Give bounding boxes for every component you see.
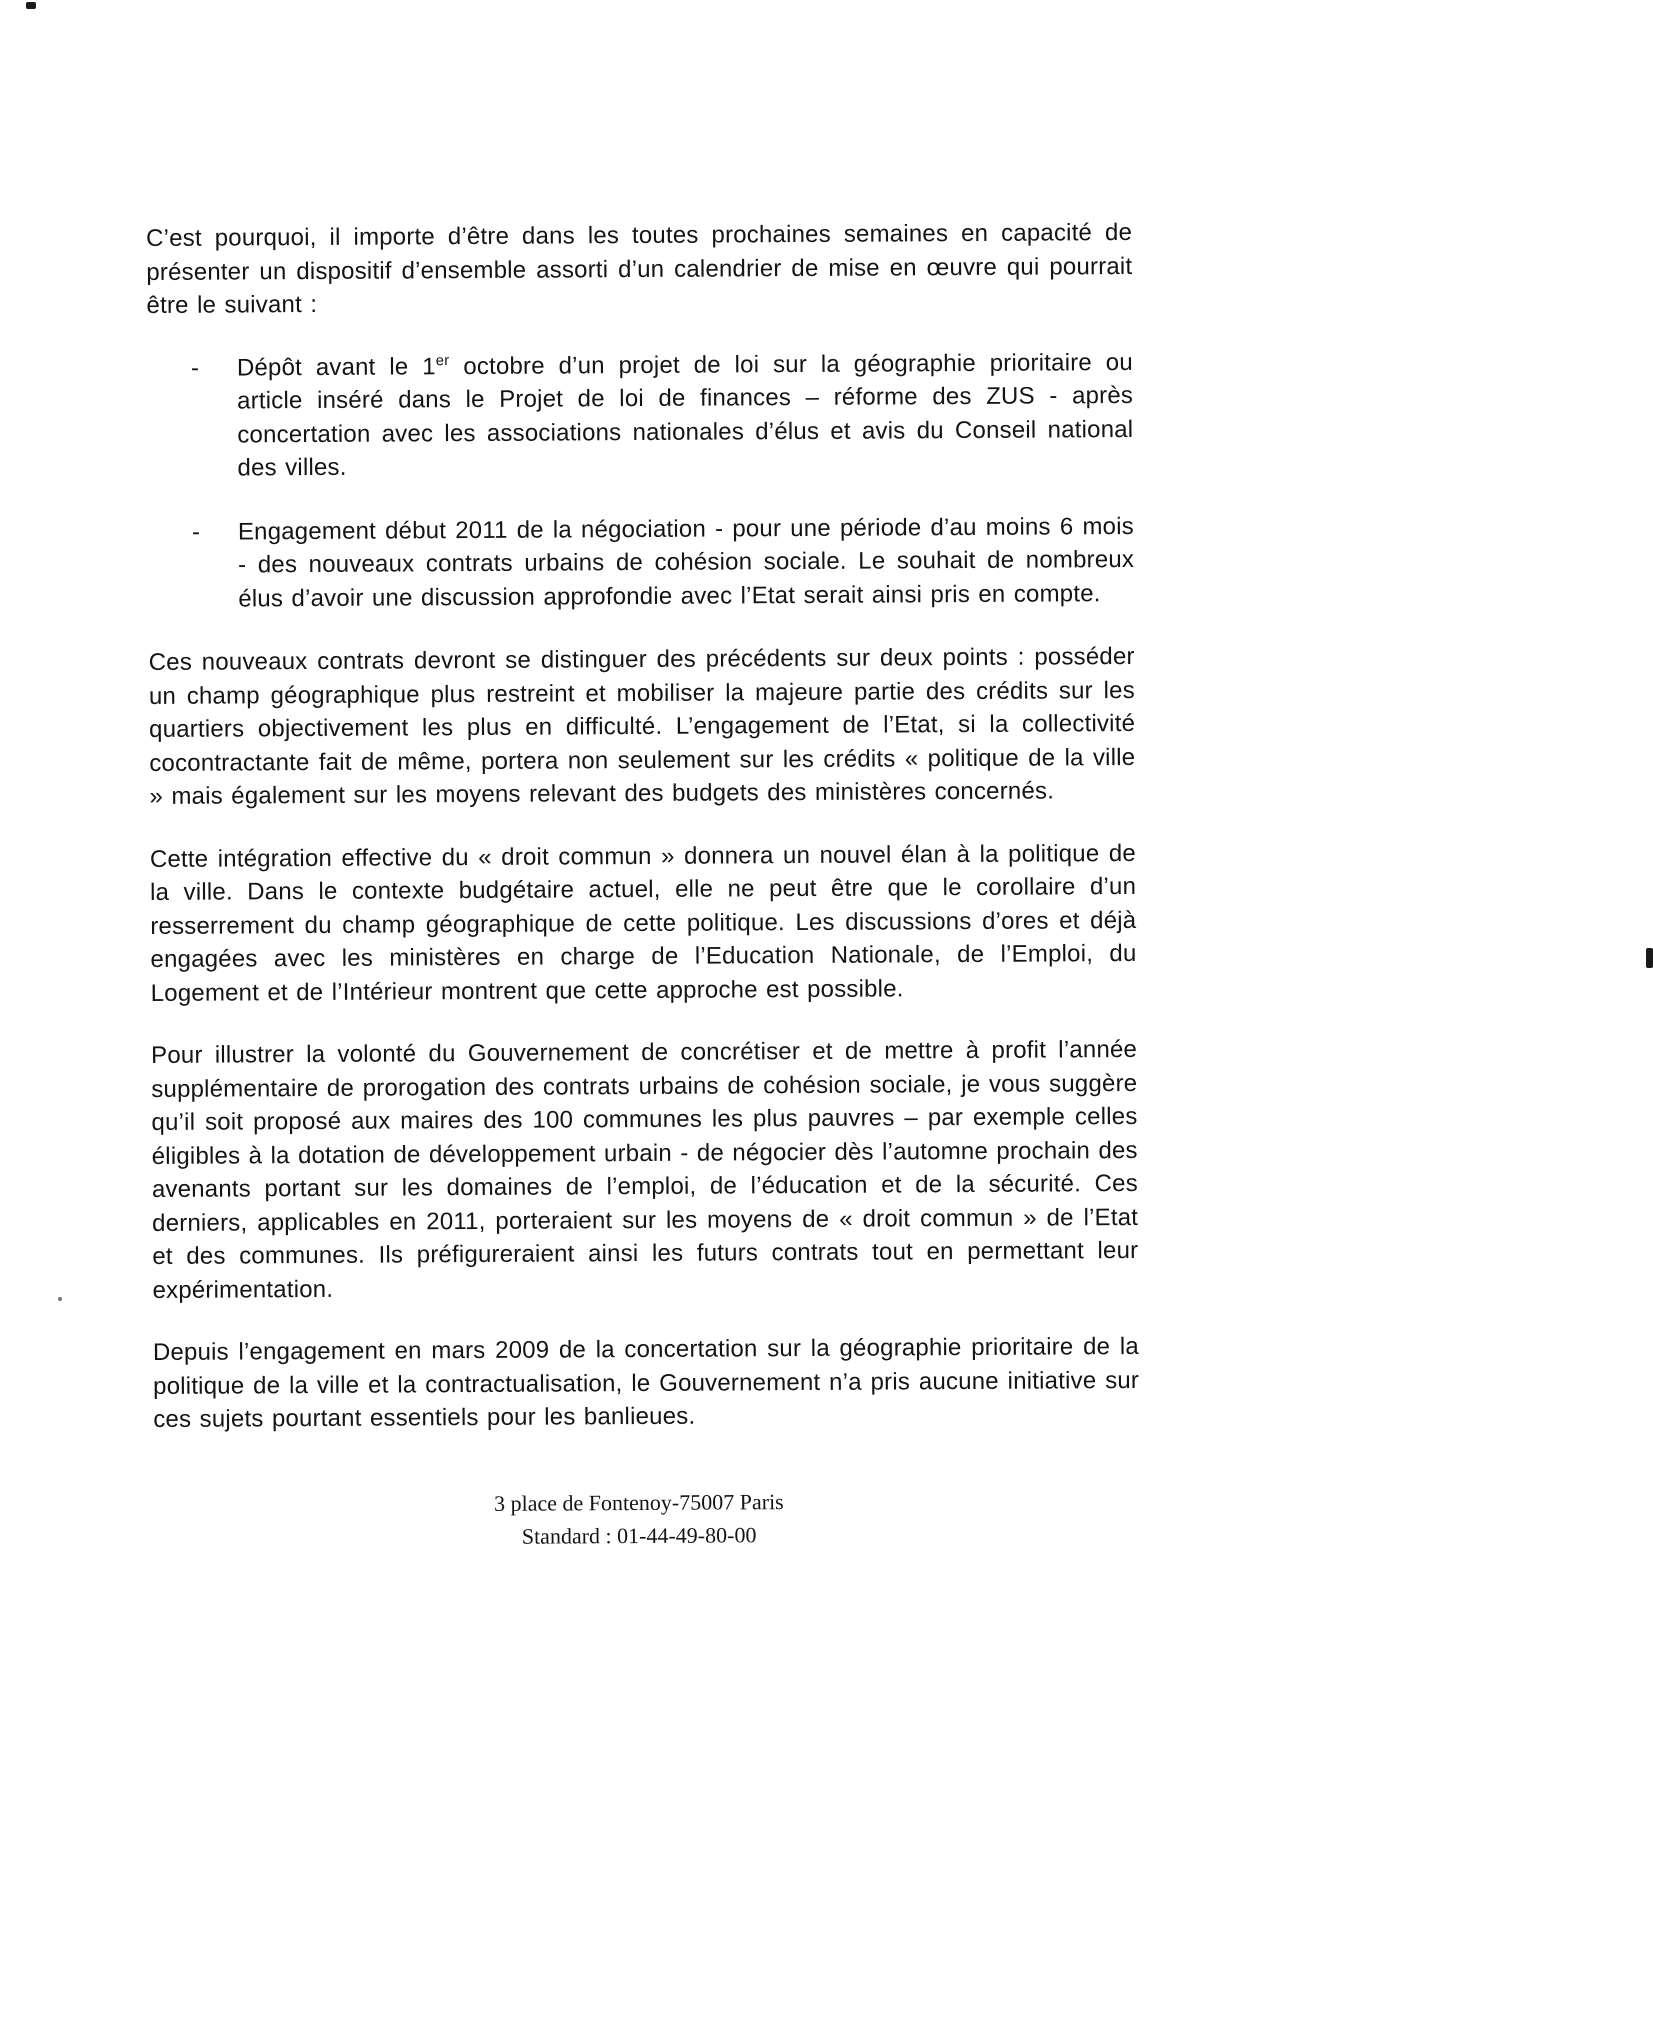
dash-marker: - — [191, 518, 200, 546]
dash-marker: - — [190, 354, 199, 382]
scan-artifact — [26, 2, 36, 9]
bullet-list — [147, 345, 1135, 616]
bullet-text — [237, 345, 1134, 484]
paragraph-conclusion: Depuis l’engagement en mars 2009 de la concertation sur la géographie prioritaire de la politique de la ville et la contractualisation, le Gouvernement n’a pris aucune initiative sur ces sujets pourtant essentiels pour les banlieues. — [152, 1332, 1140, 1433]
bullet-text-pre: Dépôt avant le 1 — [236, 352, 436, 381]
bullet-item — [148, 509, 1135, 616]
paragraph-intro: C’est pourquoi, il importe d’être dans les toutes prochaines semaines en capacité de présenter un dispositif d’ensemble assorti d’un calendrier de mise en œuvre qui pourrait être le suivant : — [146, 218, 1133, 319]
scan-artifact — [58, 1297, 62, 1301]
scan-artifact — [1646, 948, 1653, 968]
paragraph-illustration: Pour illustrer la volonté du Gouvernement de concrétiser et de mettre à profit l’année supplémentaire de prorogation des contrats urbains de cohésion sociale, je vous suggère qu’il soit proposé aux maires des 100 communes les plus pauvres – par exemple celles éligibles à la dotation de développement urbain - de négocier dès l’automne prochain des avenants portant sur les domaines de l’emploi, de l’éducation et de la sécurité. Ces derniers, applicables en 2011, porteraient sur les moyens de « droit commun » de l’Etat et des communes. Ils préfigureraient ainsi les futurs contrats tout en permettant leur expérimentation. — [151, 1035, 1139, 1304]
page-footer — [146, 1483, 1132, 1555]
bullet-text-full: Engagement début 2011 de la négociation - pour une période d’au moins 6 mois - des nouveaux contrats urbains de cohésion sociale. Le souhait de nombreux élus d’avoir une discussion approfondie avec l’Etat serait ainsi pris en compte. — [237, 512, 1135, 612]
bullet-text — [238, 509, 1135, 615]
footer-address-line: 3 place de Fontenoy-75007 Paris — [494, 1489, 784, 1516]
paragraph-contracts: Ces nouveaux contrats devront se distinguer des précédents sur deux points : posséder un champ géographique plus restreint et mobiliser la majeure partie des crédits sur les quartiers objectivement les plus en difficulté. L’engagement de l’Etat, si la collectivité cocontractante fait de même, portera non seulement sur les crédits « politique de la ville » mais également sur les moyens relevant des budgets des ministères concernés. — [148, 642, 1136, 810]
bullet-item — [147, 345, 1134, 485]
letter-body — [146, 216, 1140, 1465]
footer-phone-line: Standard : 01-44-49-80-00 — [521, 1522, 757, 1549]
paragraph-integration: Cette intégration effective du « droit commun » donnera un nouvel élan à la politique de la ville. Dans le contexte budgétaire actuel, elle ne peut être que le corollaire d’un resserrement du champ géographique de cette politique. Les discussions d’ores et déjà engagées avec les ministères en charge de l’Education Nationale, de l’Emploi, du Logement et de l’Intérieur montrent que cette approche est possible. — [149, 839, 1137, 1007]
ordinal-superscript: er — [435, 352, 450, 369]
bullet-text-post: octobre d’un projet de loi sur la géographie prioritaire ou article inséré dans le Projet de loi de finances – réforme des ZUS - après concertation avec les associations nationales d’élus et avis du Conseil national des villes. — [237, 348, 1134, 482]
